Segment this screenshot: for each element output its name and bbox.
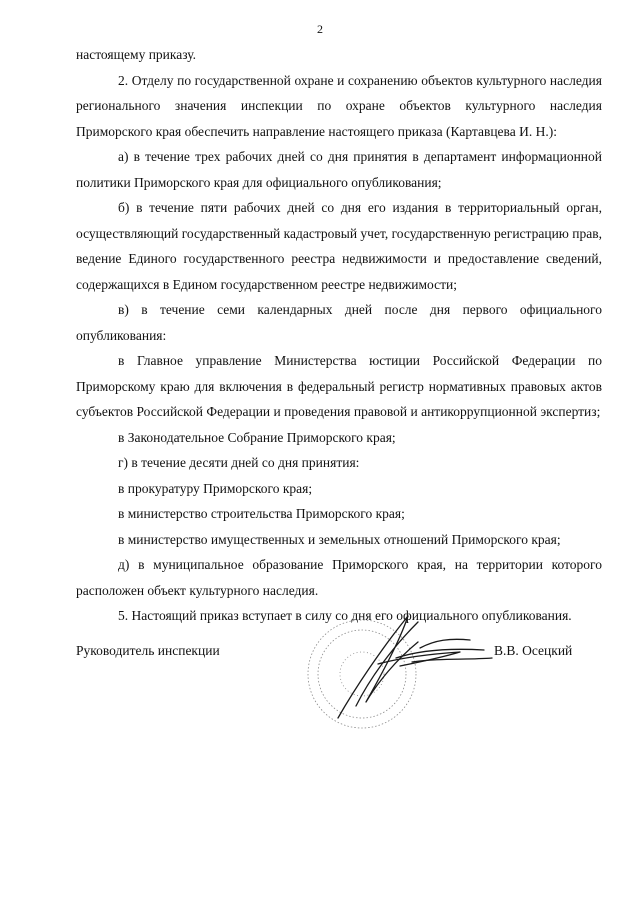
paragraph: в Законодательное Собрание Приморского края; — [118, 429, 396, 445]
paragraph: г) в течение десяти дней со дня принятия: — [118, 455, 360, 470]
paragraph: 5. Настоящий приказ вступает в силу со дня его официального опубликования. — [118, 608, 572, 623]
document-body — [76, 42, 602, 629]
paragraph: б) в течение пяти рабочих дней со дня его издания в территориальный орган, осуществляющий государственный кадастровый учет, государственную регистрацию прав, ведение Единого государственного реестра недвижимости и предоставление сведений, содержащихся в Едином государственном реестре недвижимости; — [76, 200, 602, 292]
paragraph: в министерство строительства Приморского края; — [118, 506, 405, 521]
paragraph: д) в муниципальное образование Приморского края, на территории которого расположен объект культурного наследия. — [76, 557, 602, 598]
signatory-name: В.В. Осецкий — [494, 643, 573, 658]
handwritten-signature — [338, 616, 492, 718]
paragraph: в) в течение семи календарных дней после дня первого официального опубликования: — [76, 302, 602, 343]
paragraph: а) в течение трех рабочих дней со дня принятия в департамент информационной политики Приморского края для официального опубликования; — [76, 149, 602, 190]
paragraph: в Главное управление Министерства юстиции Российской Федерации по Приморскому краю для включения в федеральный регистр нормативных правовых актов субъектов Российской Федерации и проведения правовой и антикоррупционной экспертиз; — [76, 353, 602, 419]
signature-stamp — [300, 608, 500, 738]
paragraph: настоящему приказу. — [76, 47, 197, 62]
paragraph: в министерство имущественных и земельных отношений Приморского края; — [118, 531, 561, 547]
paragraph: 2. Отделу по государственной охране и сохранению объектов культурного наследия регионального значения инспекции по охране объектов культурного наследия Приморского края обеспечить направление настоящего приказа (Картавцева И. Н.): — [76, 72, 602, 139]
signatory-position: Руководитель инспекции — [76, 643, 220, 658]
page-number: 2 — [317, 22, 323, 36]
paragraph: в прокуратуру Приморского края; — [118, 480, 313, 496]
